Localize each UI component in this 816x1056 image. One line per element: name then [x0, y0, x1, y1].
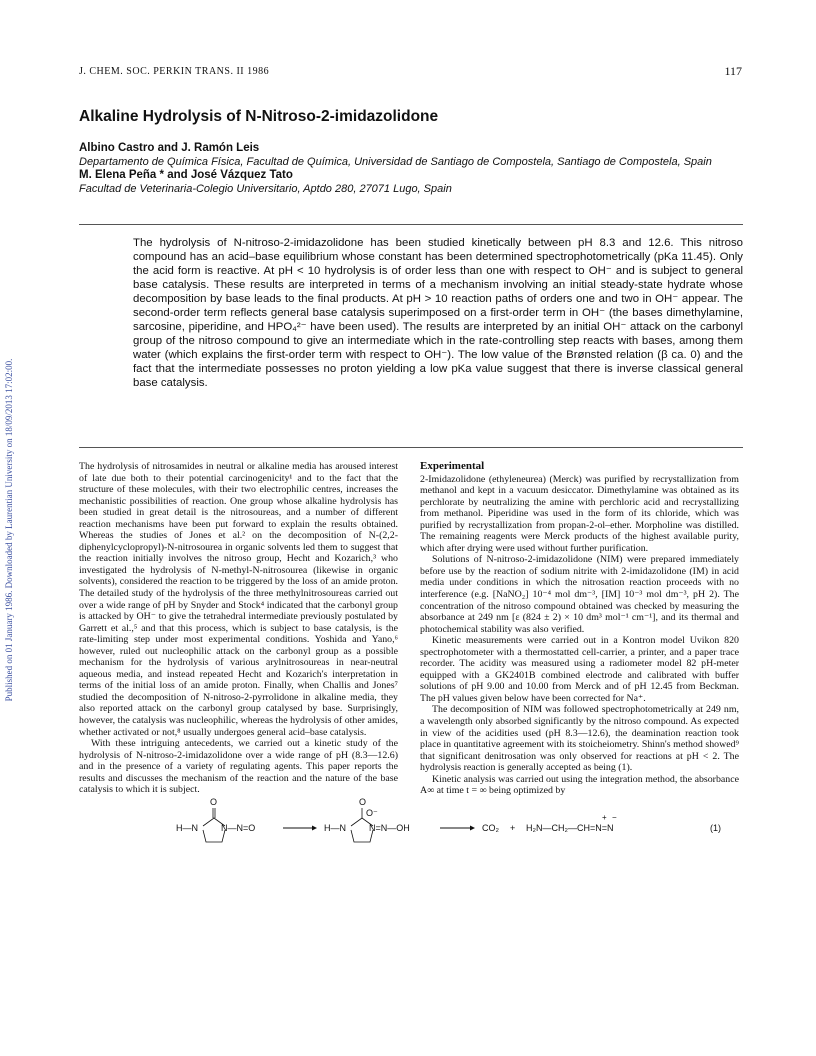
author-names-2: M. Elena Peña * and José Vázquez Tato — [79, 169, 293, 181]
reactant-carbonyl-o: O — [210, 797, 218, 807]
top-rule — [79, 224, 743, 225]
intermediate-right: N=N—OH — [369, 823, 410, 833]
reactant-right: N—N=O — [221, 823, 256, 833]
exp-paragraph-4: The decomposition of NIM was followed spectrophotometrically at 249 nm, a wavelength only absorbed significantly by the nitroso compound. As expected in view of the acidities used (pH 8.3—12.6), the deamination reaction took place in quantitative agreement with its stoicheiometry. Shinn's method showed⁹ that significant denitrosation was only observed for reactions at pH < 2. The hydrolysis reaction is generally accepted as being (1). — [420, 704, 739, 774]
author-names-1: Albino Castro and J. Ramón Leis — [79, 142, 260, 154]
charge-plus: + — [602, 813, 607, 822]
right-column — [420, 461, 739, 797]
bottom-rule — [79, 447, 743, 448]
exp-paragraph-1: 2-Imidazolidone (ethyleneurea) (Merck) was purified by recrystallization from methanol and kept in a vacuum desiccator. Dimethylamine was obtained as its perchlorate by neutralizing the amine with perchloric acid and recrystallizing from methanol. Piperidine was used in the form of its chloride, which was purified by recrystallization from propan-2-ol–ether. Morpholine was distilled. The remaining reagents were Merck products of the highest available purity, which after drying were used without further purification. — [420, 473, 739, 554]
intro-paragraph-1: The hydrolysis of nitrosamides in neutral or alkaline media has aroused interest of late due both to their potential carcinogenicity¹ and to the fact that the structure of these molecules, with their two electrophilic centres, increases the mechanistic possibilities of reaction. One group whose alkaline hydrolysis has been studied in great detail is the nitrosoureas, and a number of different reaction mechanisms have been put forward to explain the results obtained. Whereas the studies of Jones et al.² on the decomposition of N-(2,2-diphenylcyclopropyl)-N-nitrosourea in organic solvents led them to suggest that the reaction initially involves the nitroso group, Hecht and Kozarich,³ who investigated the hydrolysis of N-methyl-N-nitrosourea (likewise in organic solvents), considered the reaction to be triggered by the loss of an amide proton. The detailed study of the hydrolysis of the three methylnitrosoureas carried out over a wide range of pH by Snyder and Stock⁴ indicated that the carbonyl group is attacked by OH⁻ to give the tetrahedral intermediate previously postulated by Garrett et al.,⁵ and that this process, which is subject to base catalysis, is the rate-limiting step under most experimental conditions. Yoshida and Yano,⁶ however, ruled out nucleophilic attack on the carbonyl group as a possible mechanism for the hydrolysis of various arylnitrosoureas in near-neutral aqueous media, and instead repeated Hecht and Kozarich's interpretation in terms of the initial loss of an amide proton. Finally, when Challis and Jones⁷ studied the decomposition of N-nitroso-2-pyrrolidone in alkaline media, they also reported attack on the carbonyl group catalysed by base. Surprisingly, however, the catalysis was nucleophilic, whereas the hydrolysis of other amides, whether activated or not,⁸ usually undergoes general acid–base catalysis. — [79, 461, 398, 738]
exp-paragraph-3: Kinetic measurements were carried out in a Kontron model Uvikon 820 spectrophotometer with a thermostatted cell-carrier, a printer, and a paper trace recorder. The acidity was measured using a radiometer model 82 pH-meter equipped with a GK2401B combined electrode and calibrated with buffer solutions of pH 9.00 and 10.00 from Merck and of pH 12.45 from Beckman. The pH values given below have been corrected for Na⁺. — [420, 635, 739, 704]
product-co2: CO₂ — [482, 823, 499, 833]
intro-paragraph-2: With these intriguing antecedents, we carried out a kinetic study of the hydrolysis of N-nitroso-2-imidazolidone over a wide range of pH (8.3—12.6) and in the presence of a variety of regulating agents. This paper reports the results and discusses the mechanism of the reaction and the nature of the base catalysis to which it is subject. — [79, 738, 398, 796]
download-watermark — [2, 170, 16, 890]
intermediate-ominus: O⁻ — [366, 808, 378, 818]
running-head: J. CHEM. SOC. PERKIN TRANS. II 1986 — [79, 66, 270, 77]
section-heading-experimental: Experimental — [420, 460, 485, 472]
arrow-1-head — [312, 826, 317, 831]
page-number: 117 — [724, 64, 742, 78]
arrow-2-head — [470, 826, 475, 831]
left-column — [79, 461, 398, 796]
author-block — [79, 142, 749, 196]
intermediate-o: O — [359, 797, 367, 807]
equation-number: (1) — [710, 823, 721, 833]
charge-minus: − — [612, 813, 617, 822]
exp-paragraph-5: Kinetic analysis was carried out using the integration method, the absorbance A∞ at time t = ∞ being optimized by — [420, 773, 739, 797]
affiliation-1: Departamento de Química Física, Facultad de Química, Universidad de Santiago de Compostela, Santiago de Compostela, Spain — [79, 155, 712, 168]
intermediate-left: H—N — [324, 823, 346, 833]
article-title: Alkaline Hydrolysis of N-Nitroso-2-imidazolidone — [79, 108, 439, 125]
exp-paragraph-2: Solutions of N-nitroso-2-imidazolidone (NIM) were prepared immediately before use by the reaction of sodium nitrite with 2-imidazolidone (IM) in acid media under conditions in which the nitrosation reaction proceeds with no interference (e.g. [NaNO₂] 10⁻⁴ mol dm⁻³, [IM] 10⁻³ mol dm⁻³, pH 2). The concentration of the nitroso compound obtained was checked by measuring the absorbance at 249 nm [ε (824 ± 2) × 10 dm³ mol⁻¹ cm⁻¹], and its thermal and photochemical stability was also verified. — [420, 554, 739, 635]
affiliation-2: Facultad de Veterinaria-Colegio Universitario, Aptdo 280, 27071 Lugo, Spain — [79, 182, 452, 195]
reactant-left: H—N — [176, 823, 198, 833]
product-diazo: H₂N—CH₂—CH=N=N — [526, 823, 614, 833]
plus-sign: + — [510, 823, 516, 833]
abstract: The hydrolysis of N-nitroso-2-imidazolidone has been studied kinetically between pH 8.3 and 12.6. This nitroso compound has an acid–base equilibrium whose constant has been determined spectrophotometrically (pKa 11.45). Only the acid form is reactive. At pH < 10 hydrolysis is of order less than one with respect to OH⁻ and is subject to general base catalysis. These results are interpreted in terms of a mechanism involving an initial steady-state hydrate whose decomposition by base leads to the final products. At pH > 10 reaction paths of orders one and two in OH⁻ appear. The second-order term reflects general base catalysis superimposed on a first-order term in OH⁻ (the bases dimethylamine, sarcosine, piperidine, and HPO₄²⁻ have been used). The results are interpreted by an initial OH⁻ attack on the carbonyl group of the nitroso compound to give an intermediate which in the rate-controlling step reacts with bases, among them water (which explains the first-order term with respect to OH⁻). The low value of the Brønsted relation (β ca. 0) and the fact that the intermediate possesses no proton yielding a low pKa value suggest that there is inverse classical general base catalysis. — [133, 237, 743, 389]
watermark-text: Published on 01 January 1986. Downloaded by Laurentian University on 18/09/2013 17:02:00. — [4, 358, 14, 702]
reaction-scheme — [170, 796, 750, 850]
